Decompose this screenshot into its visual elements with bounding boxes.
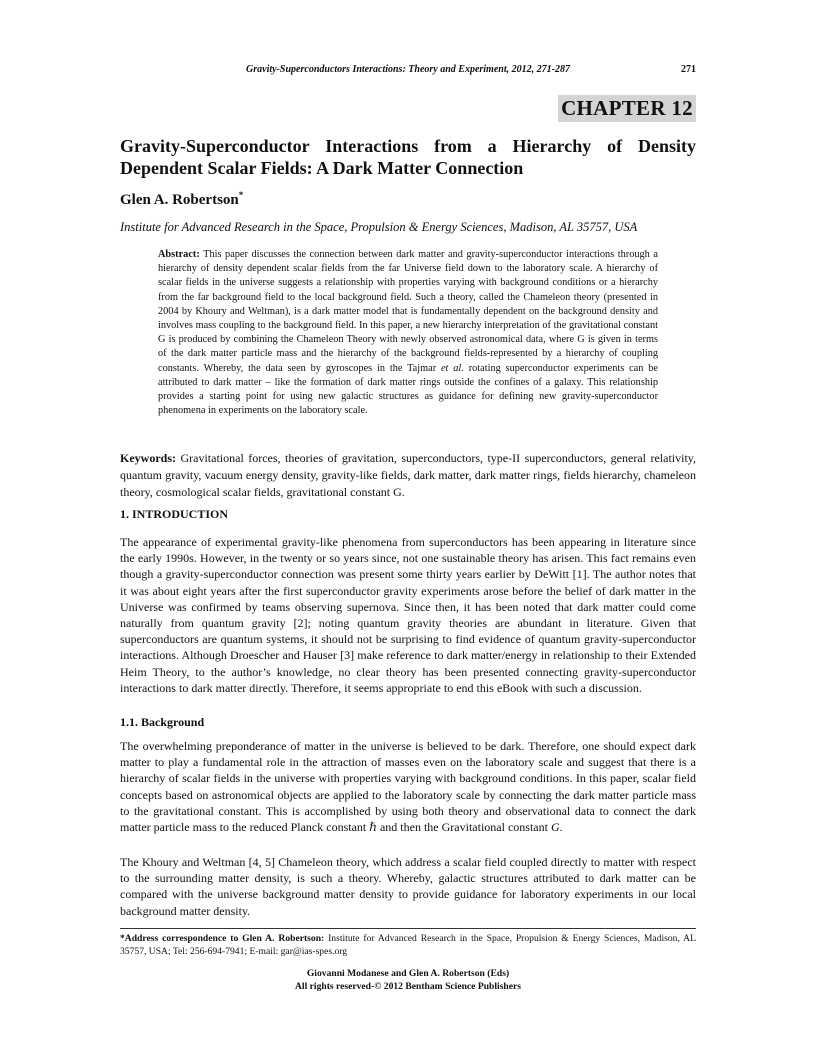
page-footer: [120, 968, 696, 993]
chapter-label: CHAPTER 12: [558, 95, 696, 122]
abstract-text-1: This paper discusses the connection between dark matter and gravity-superconductor interactions through a hierarchy of density dependent scalar fields from the far Universe field down to the laboratory scale. A hierarchy of scalar fields in the universe suggests a relationship with properties varying with background conditions or a hierarchy from the far background field to the local background field. Such a theory, called the Chameleon theory (presented in 2004 by Khoury and Weltman), is a dark matter model that is fundamentally dependent on the background density and involves mass coupling to the background field. In this paper, a new hierarchy interpretation of the gravitational constant G: [158, 249, 658, 346]
author: [120, 190, 243, 209]
author-name: Glen A. Robertson: [120, 192, 239, 208]
running-head-text: Gravity-Superconductors Interactions: Theory and Experiment, 2012, 271-287: [246, 64, 570, 75]
footer-rights: All rights reserved-© 2012 Bentham Science Publishers: [294, 980, 522, 992]
affiliation: Institute for Advanced Research in the Space, Propulsion & Energy Sciences, Madison, AL 35757, USA: [120, 220, 638, 234]
background-text-c: .: [559, 820, 563, 835]
footer-editors: Giovanni Modanese and Glen A. Robertson (Eds): [306, 968, 510, 979]
keywords-label: Keywords:: [120, 451, 176, 465]
page-number: 271: [681, 64, 696, 75]
abstract-text-4: rotating superconductor experiments can be attributed to dark matter – like the formation of dark matter rings outside the confines of a galaxy. This relationship provides a starting point for using new galactic structures as guidance for defining new gravity-superconductor phenomena in experiments on the laboratory scale.: [158, 362, 658, 417]
abstract: [158, 248, 658, 418]
footnote-label: *Address correspondence to Glen A. Robertson:: [120, 933, 325, 944]
chapter-banner: [558, 95, 696, 122]
author-footnote-mark: *: [238, 190, 244, 200]
introduction-paragraph: The appearance of experimental gravity-like phenomena from superconductors has been appearing in literature since the early 1990s. However, in the twenty or so years since, not one sustainable theory has arisen. This fact remains even though a gravity-superconductor connection was present some thirty years earlier by DeWitt [1]. The author notes that it was about eight years after the first superconductor gravity experiments arose before the belief of dark matter in the Universe was confirmed by teams observing supernova. Since then, it has been noted that dark matter could come naturally from quantum gravity [2]; noting quantum gravity theories are abundant in literature. Given that superconductors are quantum systems, it should not be surprising to find evidence of quantum gravity-superconductor interactions. Although Droescher and Hauser [3] make reference to dark matter/energy in relationship to their Extended Heim Theory, to the author’s knowledge, no clear theory has been presented connecting gravity-superconductor interactions to dark matter directly. Therefore, it seems appropriate to end this eBook with such a discussion.: [120, 535, 696, 695]
footnote: [120, 933, 696, 958]
hbar-symbol: ℏ: [369, 820, 377, 835]
footnote-text: Institute for Advanced Research in the Space, Propulsion & Energy Sciences, Madison, AL 35757, USA; Tel: 256-694-7941; E-mail: gar@ias-spes.org: [120, 933, 696, 957]
abstract-text-2: is produced by combining the Chameleon Theory with newly observed astronomical data, where G: [165, 334, 585, 346]
abstract-label: Abstract:: [158, 249, 200, 260]
running-head: [120, 64, 696, 75]
paper-title: Gravity-Superconductor Interactions from a Hierarchy of Density Dependent Scalar Fields: A Dark Matter Connection: [120, 136, 696, 178]
section-heading-introduction: 1. INTRODUCTION: [120, 507, 229, 521]
background-text-a: The overwhelming preponderance of matter in the universe is believed to be dark. Therefore, one should expect dark matter to play a fundamental role in the attraction of masses even on the laboratory scale and suggest that there is a hierarchy of scalar fields in the universe with properties varying with background conditions. In this paper, scalar field concepts based on astronomical objects are applied to the laboratory scale by connecting the dark matter particle mass to the gravitational constant. This is accomplished by using both theory and observational data to connect the dark matter particle mass to the reduced Planck constant: [120, 739, 696, 835]
section-heading-background: 1.1. Background: [120, 715, 205, 729]
background-paragraph-2: The Khoury and Weltman [4, 5] Chameleon theory, which address a scalar field coupled directly to matter with respect to the surrounding matter density, is such a theory. Whereby, galactic structures attributed to dark matter can be compared with the universe background matter density to provide guidance for laboratory experiments in our local background matter density.: [120, 855, 696, 918]
g-symbol: G: [550, 820, 560, 835]
background-paragraph-1: [120, 738, 696, 835]
keywords: [120, 450, 696, 501]
abstract-et-al: et al.: [440, 362, 464, 374]
abstract-text-3: is given in terms of the dark matter particle mass and the hierarchy of the background fields-represented by a hierarchy of coupling constants. Whereby, the data seen by gyroscopes in the Tajmar: [158, 334, 658, 374]
background-text-b: and then the Gravitational constant: [376, 820, 551, 835]
footnote-divider: [120, 928, 696, 929]
keywords-text: Gravitational forces, theories of gravitation, superconductors, type-II superconductors, general relativity, quantum gravity, vacuum energy density, gravity-like fields, dark matter, dark matter rings, fields hierarchy, chameleon theory, cosmological scalar fields, gravitational constant G.: [120, 451, 696, 499]
